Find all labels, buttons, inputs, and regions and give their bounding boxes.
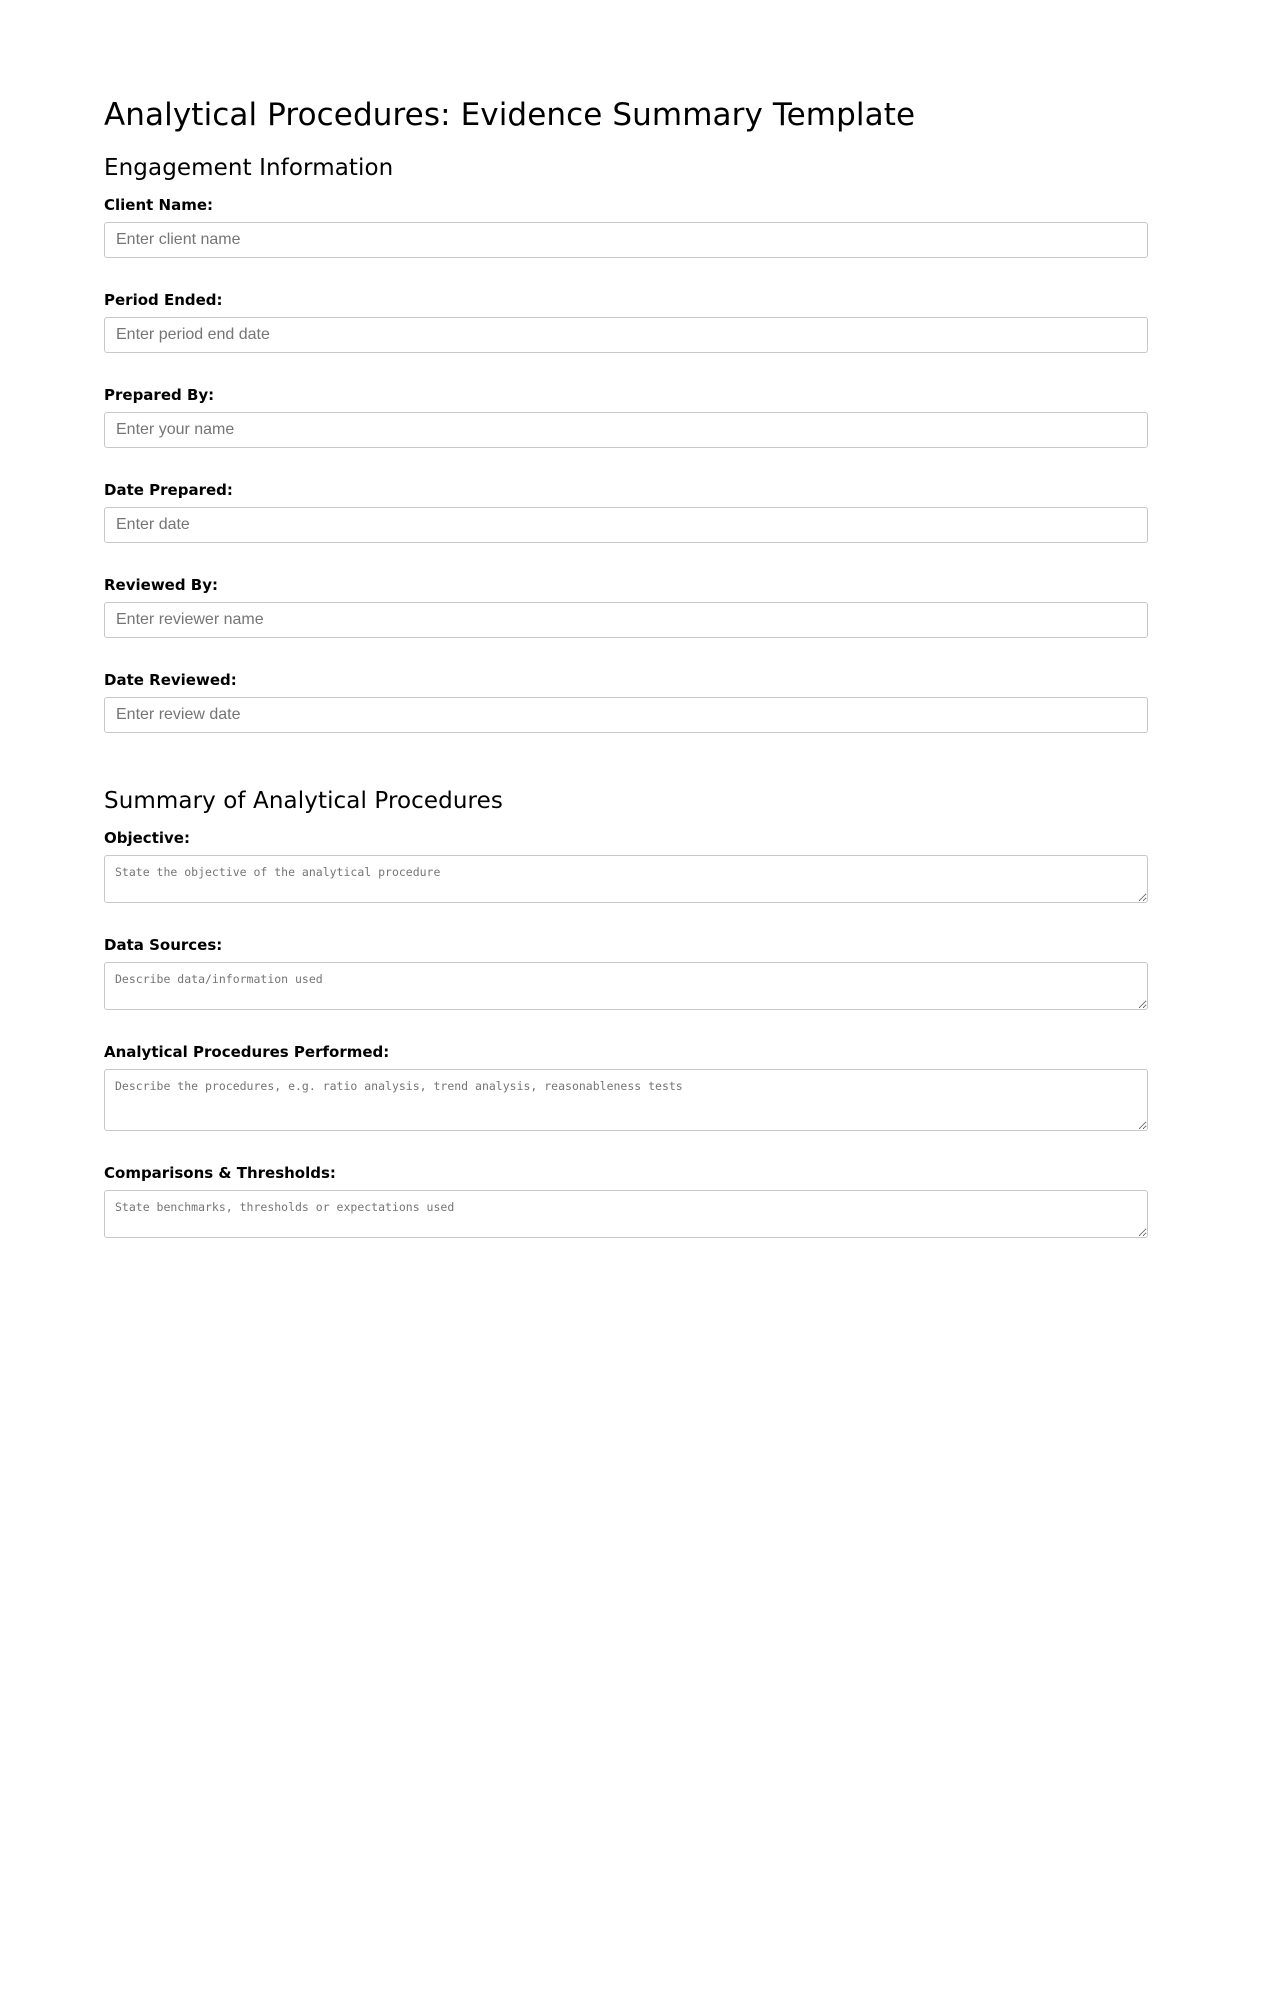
summary-section-heading: Summary of Analytical Procedures (104, 788, 503, 814)
procedures-performed-label: Analytical Procedures Performed: (104, 1043, 390, 1061)
reviewed-by-field (104, 575, 1148, 638)
objective-label: Objective: (104, 829, 190, 847)
date-prepared-label: Date Prepared: (104, 481, 233, 499)
engagement-section-heading: Engagement Information (104, 155, 394, 181)
date-reviewed-label: Date Reviewed: (104, 671, 237, 689)
period-ended-label: Period Ended: (104, 291, 223, 309)
data-sources-label: Data Sources: (104, 936, 223, 954)
prepared-by-field (104, 385, 1148, 448)
date-reviewed-field (104, 670, 1148, 733)
comparisons-thresholds-field (104, 1163, 1148, 1238)
comparisons-thresholds-textarea[interactable] (104, 1190, 1148, 1238)
client-name-input[interactable] (104, 222, 1148, 258)
objective-textarea[interactable] (104, 855, 1148, 903)
client-name-field (104, 195, 1148, 258)
prepared-by-input[interactable] (104, 412, 1148, 448)
client-name-label: Client Name: (104, 196, 214, 214)
procedures-performed-textarea[interactable] (104, 1069, 1148, 1131)
data-sources-field (104, 935, 1148, 1010)
period-ended-input[interactable] (104, 317, 1148, 353)
form-page (104, 92, 1148, 1238)
prepared-by-label: Prepared By: (104, 386, 215, 404)
date-prepared-input[interactable] (104, 507, 1148, 543)
objective-field (104, 828, 1148, 903)
procedures-performed-field (104, 1042, 1148, 1131)
period-ended-field (104, 290, 1148, 353)
date-reviewed-input[interactable] (104, 697, 1148, 733)
reviewed-by-input[interactable] (104, 602, 1148, 638)
page-title: Analytical Procedures: Evidence Summary Template (104, 97, 916, 133)
comparisons-thresholds-label: Comparisons & Thresholds: (104, 1164, 336, 1182)
date-prepared-field (104, 480, 1148, 543)
reviewed-by-label: Reviewed By: (104, 576, 219, 594)
data-sources-textarea[interactable] (104, 962, 1148, 1010)
